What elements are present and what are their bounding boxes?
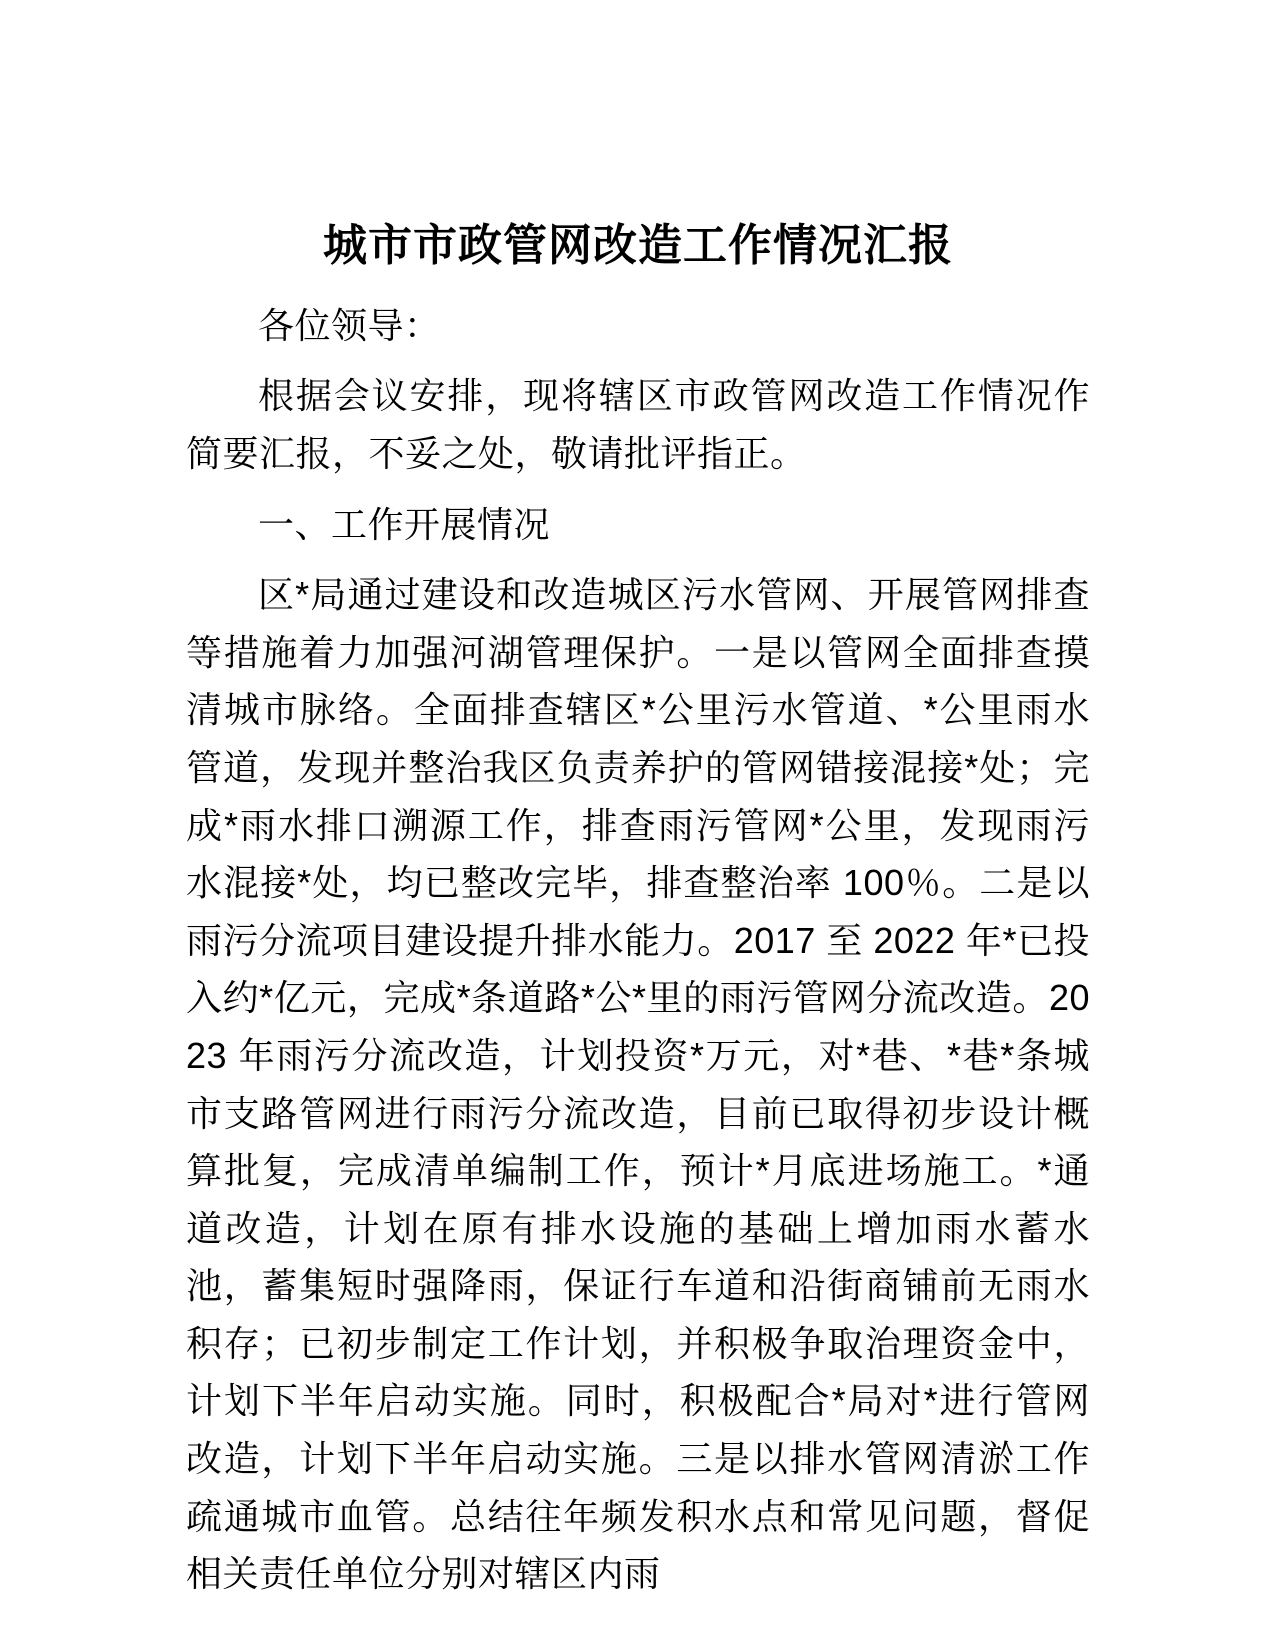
- section-1-body-paragraph: 区*局通过建设和改造城区污水管网、开展管网排查等措施着力加强河湖管理保护。一是以管网全面排查摸清城市脉络。全面排查辖区*公里污水管道、*公里雨水管道，发现并整治我区负责养护的管网错接混接*处；完成*雨水排口溯源工作，排查雨污管网*公里，发现雨污水混接*处，均已整改完毕，排查整治率 100％。二是以雨污分流项目建设提升排水能力。2017 至 2022 年*已投入约*亿元，完成*条道路*公*里的雨污管网分流改造。2023 年雨污分流改造，计划投资*万元，对*巷、*巷*条城市支路管网进行雨污分流改造，目前已取得初步设计概算批复，完成清单编制工作，预计*月底进场施工。*通道改造，计划在原有排水设施的基础上增加雨水蓄水池，蓄集短时强降雨，保证行车道和沿街商铺前无雨水积存；已初步制定工作计划，并积极争取治理资金中，计划下半年启动实施。同时，积极配合*局对*进行管网改造，计划下半年启动实施。三是以排水管网清淤工作疏通城市血管。总结往年频发积水点和常见问题，督促相关责任单位分别对辖区内雨: [186, 574, 1090, 1595]
- opening-paragraph: 根据会议安排，现将辖区市政管网改造工作情况作简要汇报，不妥之处，敬请批评指正。: [186, 375, 1090, 474]
- page-title: 城市市政管网改造工作情况汇报: [323, 221, 953, 270]
- salutation-paragraph: 各位领导：: [258, 304, 441, 346]
- section-1-heading: 一、工作开展情况: [258, 503, 551, 545]
